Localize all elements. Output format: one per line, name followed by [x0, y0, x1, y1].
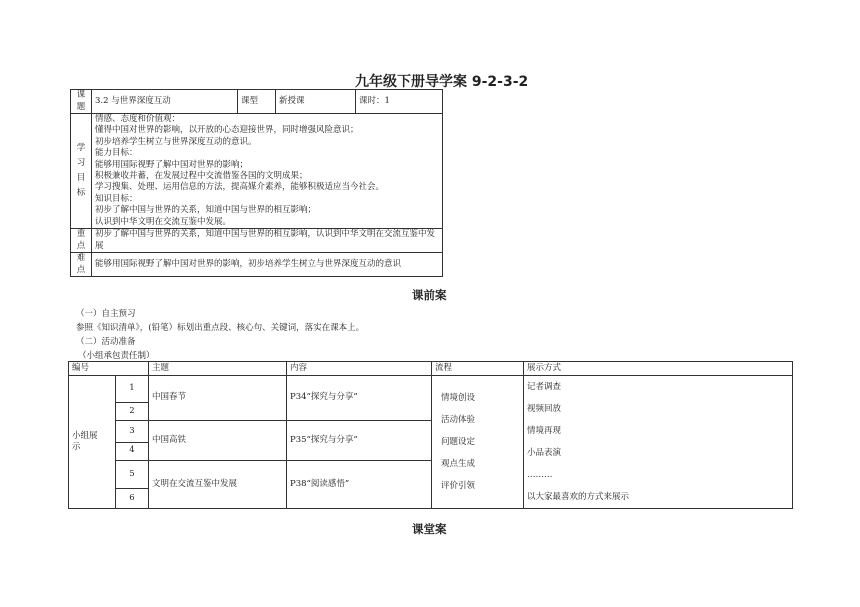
- section-self-study: （一）自主预习: [76, 309, 136, 319]
- group-label: 小组展 示: [69, 376, 116, 509]
- flow-list: 情境创设 活动体验 问题设定 观点生成 评价引领: [432, 376, 524, 509]
- topic-value: 3.2 与世界深度互动: [92, 90, 238, 114]
- key-point-text: 初步了解中国与世界的关系，知道中国与世界的相互影响，认识到中华文明在交流互鉴中发展: [92, 229, 443, 253]
- header-flow: 流程: [432, 362, 524, 376]
- content-cell: P35“探究与分享”: [287, 421, 432, 461]
- difficulty-text: 能够用国际视野了解中国对世界的影响，初步培养学生树立与世界深度互动的意识: [92, 253, 443, 277]
- in-class-heading: 课堂案: [412, 522, 447, 536]
- activity-row: [69, 376, 793, 403]
- activity-header-row: [69, 362, 793, 376]
- content-cell: P38“阅读感悟”: [287, 460, 432, 509]
- key-point-label: 重 点: [71, 229, 92, 253]
- row-number: 3: [116, 421, 149, 443]
- goals-text: 情感、态度和价值观： 懂得中国对世界的影响，以开放的心态迎接世界，同时增强风险意识； 初步培养学生树立与世界深度互动的意识。 能力目标： 能够用国际视野了解中国对世界的影响； 积极兼收并蓄，在发展过程中交流借鉴各国的文明成果； 学习搜集、处理、运用信息的方法，提高媒介素养，能够积极适应当今社会。 知识目标： 初步了解中国与世界的关系，知道中国与世界的相互影响； 认识到中华文明在交流互鉴中发展。: [92, 114, 443, 229]
- difficulty-row: [71, 253, 443, 277]
- topic-cell: 文明在交流互鉴中发展: [149, 460, 287, 509]
- header-content: 内容: [287, 362, 432, 376]
- show-list: 记者调查 视频回放 情境再现 小品表演 ……… 以大家最喜欢的方式来展示: [524, 376, 793, 509]
- content-cell: P34“探究与分享”: [287, 376, 432, 421]
- activity-table: [68, 361, 793, 509]
- goals-row: [71, 114, 443, 229]
- row-number: 1: [116, 376, 149, 403]
- header-show: 展示方式: [524, 362, 793, 376]
- topic-cell: 中国高铁: [149, 421, 287, 461]
- header-number: 编号: [69, 362, 149, 376]
- doc-title: 九年级下册导学案 9-2-3-2: [355, 74, 529, 90]
- lesson-info-table: [70, 89, 443, 277]
- type-label: 课型: [238, 90, 276, 114]
- pre-class-heading: 课前案: [412, 288, 447, 302]
- key-point-row: [71, 229, 443, 253]
- row-number: 2: [116, 403, 149, 421]
- header-topic: 主题: [149, 362, 287, 376]
- topic-row: [71, 90, 443, 114]
- section-activity-prep: （二）活动准备: [76, 337, 136, 347]
- topic-cell: 中国春节: [149, 376, 287, 421]
- type-value: 新授课: [276, 90, 356, 114]
- difficulty-label: 难 点: [71, 253, 92, 277]
- topic-label: 课 题: [71, 90, 92, 114]
- row-number: 5: [116, 460, 149, 489]
- row-number: 6: [116, 489, 149, 509]
- goals-label: 学 习 目 标: [71, 114, 92, 229]
- row-number: 4: [116, 442, 149, 460]
- self-study-text: 参照《知识清单》，(铅笔）标划出重点段、核心句、关键词，落实在课本上。: [76, 323, 365, 333]
- activity-prep-note: （小组承包责任制）: [78, 351, 155, 361]
- hours-value: 课时：1: [356, 90, 443, 114]
